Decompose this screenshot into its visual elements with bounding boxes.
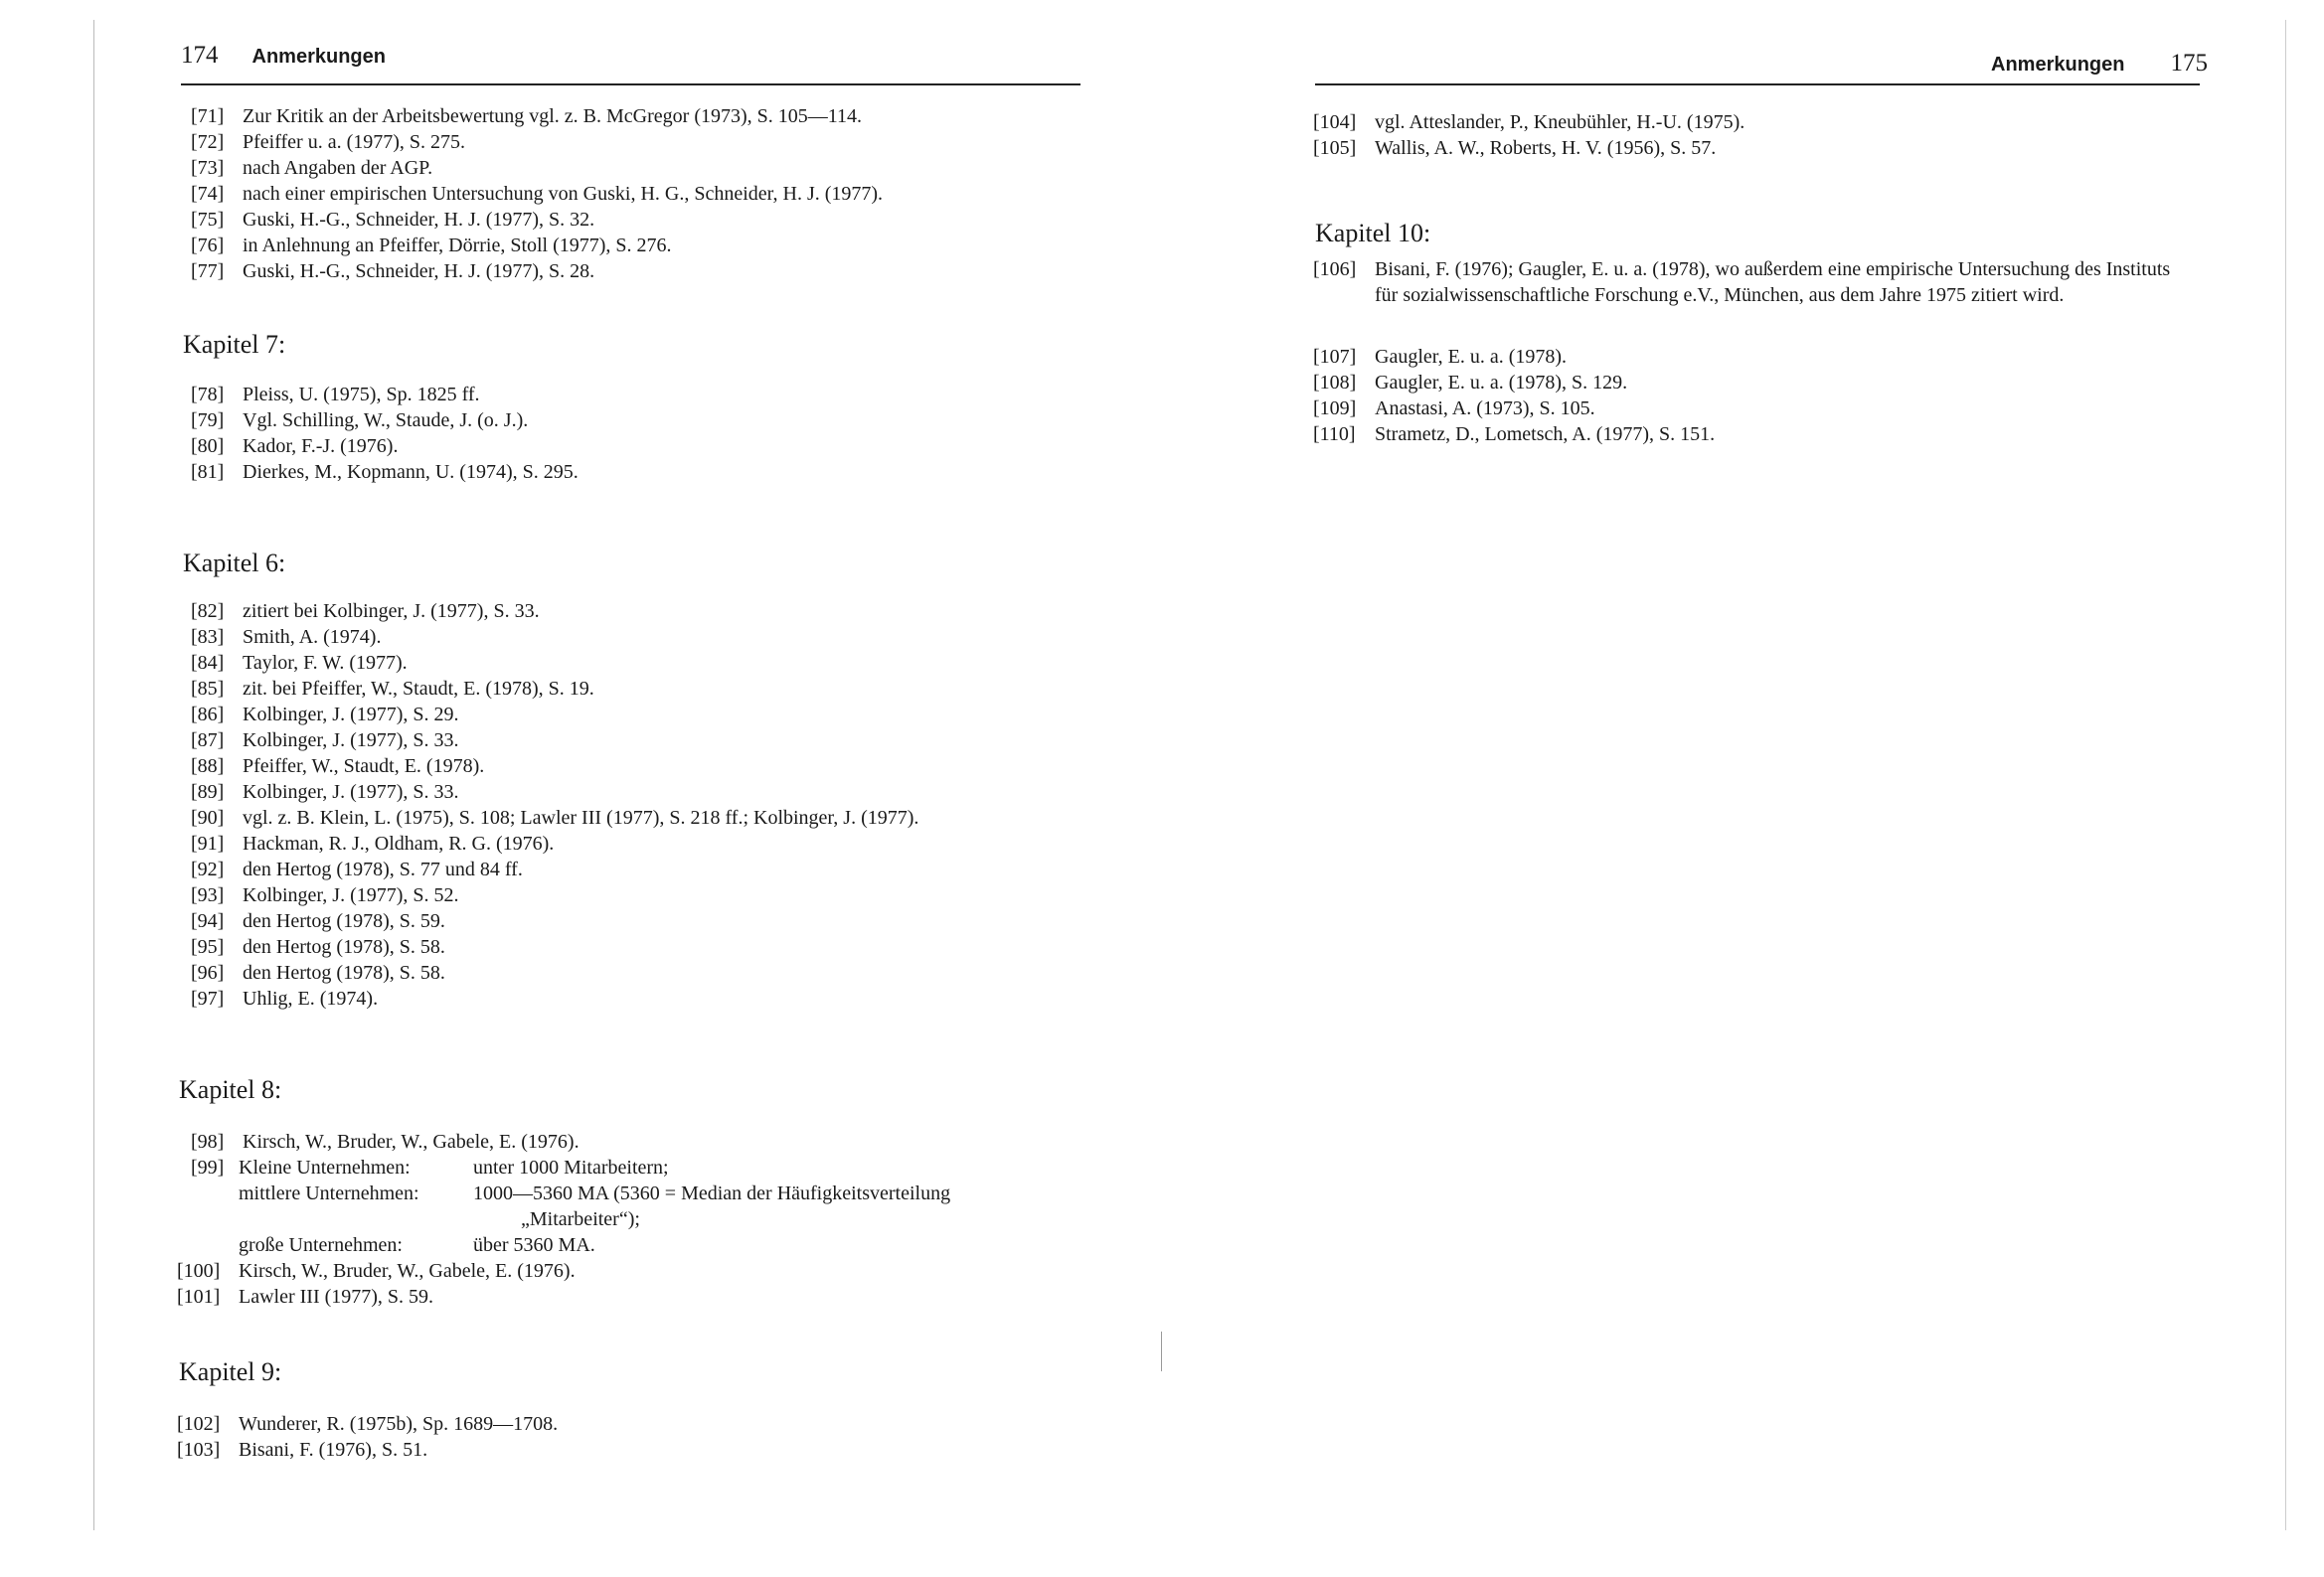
note-number: [81] xyxy=(191,461,225,483)
note-number: [102] xyxy=(177,1413,221,1435)
note-text: nach Angaben der AGP. xyxy=(243,157,433,179)
note-text: Kador, F.-J. (1976). xyxy=(243,435,399,457)
note-number: [109] xyxy=(1313,397,1357,419)
note-text: Wallis, A. W., Roberts, H. V. (1956), S. 57. xyxy=(1375,137,1717,159)
size-class-value: unter 1000 Mitarbeitern; xyxy=(473,1157,669,1179)
note-entry xyxy=(191,407,579,433)
size-class-label: große Unternehmen: xyxy=(239,1234,403,1256)
notes-list-kapitel-8b xyxy=(177,1258,576,1310)
note-number: [90] xyxy=(191,807,225,829)
notes-list-top xyxy=(191,103,883,284)
note-entry xyxy=(1313,370,1715,395)
note-number: [99] xyxy=(191,1157,225,1179)
note-entry-99 xyxy=(191,1155,1085,1260)
notes-list-kapitel-6 xyxy=(191,598,918,1012)
notes-list-kapitel-10a xyxy=(1313,256,2188,308)
note-text: Zur Kritik an der Arbeitsbewertung vgl. z. B. McGregor (1973), S. 105—114. xyxy=(243,105,863,127)
note-entry xyxy=(191,882,918,908)
note-number: [103] xyxy=(177,1439,221,1461)
note-entry xyxy=(191,155,883,181)
note-number: [85] xyxy=(191,678,225,700)
right-page xyxy=(1162,0,2324,1577)
page-number: 174 xyxy=(181,42,219,69)
note-text: Guski, H.-G., Schneider, H. J. (1977), S. 28. xyxy=(243,260,595,282)
note-text: den Hertog (1978), S. 58. xyxy=(243,962,445,984)
note-number: [87] xyxy=(191,729,225,751)
note-entry xyxy=(1313,344,1715,370)
note-entry xyxy=(191,805,918,831)
note-number: [104] xyxy=(1313,111,1357,133)
note-text: zit. bei Pfeiffer, W., Staudt, E. (1978), S. 19. xyxy=(243,678,594,700)
note-number: [101] xyxy=(177,1286,221,1308)
note-number: [107] xyxy=(1313,346,1357,368)
note-text: Pfeiffer u. a. (1977), S. 275. xyxy=(243,131,466,153)
note-entry xyxy=(177,1284,576,1310)
note-number: [93] xyxy=(191,884,225,906)
section-heading-kapitel-8: Kapitel 8: xyxy=(179,1075,282,1104)
note-number: [79] xyxy=(191,409,225,431)
note-number: [71] xyxy=(191,105,225,127)
note-text: Kirsch, W., Bruder, W., Gabele, E. (1976). xyxy=(243,1131,580,1153)
note-number: [77] xyxy=(191,260,225,282)
note-text: Lawler III (1977), S. 59. xyxy=(239,1286,434,1308)
note-entry xyxy=(191,207,883,233)
note-entry xyxy=(191,258,883,284)
note-text: Strametz, D., Lometsch, A. (1977), S. 151. xyxy=(1375,423,1716,445)
section-heading-kapitel-6: Kapitel 6: xyxy=(183,549,286,577)
page-number: 175 xyxy=(2170,50,2208,77)
scan-edge-mark xyxy=(2285,20,2286,1530)
note-entry xyxy=(191,382,579,407)
note-text: Vgl. Schilling, W., Staude, J. (o. J.). xyxy=(243,409,529,431)
note-text: Kolbinger, J. (1977), S. 33. xyxy=(243,781,459,803)
note-entry xyxy=(191,1129,580,1155)
page-header-left xyxy=(181,42,386,70)
note-number: [92] xyxy=(191,859,225,880)
note-text: Smith, A. (1974). xyxy=(243,626,382,648)
section-heading-kapitel-9: Kapitel 9: xyxy=(179,1357,282,1386)
note-entry xyxy=(177,1437,558,1463)
gutter-mark xyxy=(1161,1332,1162,1371)
note-entry xyxy=(191,233,883,258)
note-entry xyxy=(191,433,579,459)
note-entry xyxy=(191,129,883,155)
note-number: [84] xyxy=(191,652,225,674)
note-entry xyxy=(191,598,918,624)
note-entry xyxy=(1313,135,1744,161)
note-number: [78] xyxy=(191,384,225,405)
note-entry xyxy=(191,459,579,485)
note-entry xyxy=(191,908,918,934)
note-entry xyxy=(191,960,918,986)
note-text: nach einer empirischen Untersuchung von Guski, H. G., Schneider, H. J. (1977). xyxy=(243,183,884,205)
note-entry xyxy=(191,181,883,207)
note-number: [74] xyxy=(191,183,225,205)
note-number: [76] xyxy=(191,235,225,256)
note-text: Kolbinger, J. (1977), S. 52. xyxy=(243,884,459,906)
note-text: Dierkes, M., Kopmann, U. (1974), S. 295. xyxy=(243,461,579,483)
note-text: Taylor, F. W. (1977). xyxy=(243,652,408,674)
note-number: [88] xyxy=(191,755,225,777)
note-number: [89] xyxy=(191,781,225,803)
section-heading-kapitel-10: Kapitel 10: xyxy=(1315,219,1431,247)
note-number: [110] xyxy=(1313,423,1356,445)
header-rule xyxy=(1315,83,2200,85)
note-text: vgl. z. B. Klein, L. (1975), S. 108; Lawler III (1977), S. 218 ff.; Kolbinger, J. (1977). xyxy=(243,807,919,829)
note-number: [95] xyxy=(191,936,225,958)
note-text: den Hertog (1978), S. 77 und 84 ff. xyxy=(243,859,523,880)
note-number: [105] xyxy=(1313,137,1357,159)
size-class-value: über 5360 MA. xyxy=(473,1234,595,1256)
note-text: Anastasi, A. (1973), S. 105. xyxy=(1375,397,1595,419)
notes-list-kapitel-7 xyxy=(191,382,579,485)
notes-list-kapitel-8a xyxy=(191,1129,580,1155)
note-entry xyxy=(177,1411,558,1437)
note-text: Guski, H.-G., Schneider, H. J. (1977), S. 32. xyxy=(243,209,595,231)
scan-edge-mark xyxy=(93,20,94,1530)
size-class-label: mittlere Unternehmen: xyxy=(239,1183,419,1204)
note-entry xyxy=(191,727,918,753)
note-number: [108] xyxy=(1313,372,1357,394)
note-text: Hackman, R. J., Oldham, R. G. (1976). xyxy=(243,833,555,855)
note-entry xyxy=(191,624,918,650)
note-text: den Hertog (1978), S. 58. xyxy=(243,936,445,958)
note-text: Bisani, F. (1976); Gaugler, E. u. a. (1978), wo außerdem eine empirische Untersuchung des Instituts für sozialwissenschaftliche Forschung e.V., München, aus dem Jahre 1975 zitiert wird. xyxy=(1375,258,2171,306)
note-text: den Hertog (1978), S. 59. xyxy=(243,910,445,932)
note-entry xyxy=(191,779,918,805)
note-text: Wunderer, R. (1975b), Sp. 1689—1708. xyxy=(239,1413,559,1435)
note-number: [106] xyxy=(1313,258,1357,280)
note-entry xyxy=(177,1258,576,1284)
note-number: [73] xyxy=(191,157,225,179)
note-text: Kolbinger, J. (1977), S. 29. xyxy=(243,704,459,725)
size-class-value-continued: „Mitarbeiter“); xyxy=(521,1208,640,1230)
note-text: Pfeiffer, W., Staudt, E. (1978). xyxy=(243,755,485,777)
note-number: [97] xyxy=(191,988,225,1010)
note-text: Kirsch, W., Bruder, W., Gabele, E. (1976). xyxy=(239,1260,576,1282)
note-number: [94] xyxy=(191,910,225,932)
note-entry xyxy=(191,753,918,779)
note-number: [83] xyxy=(191,626,225,648)
size-class-label: Kleine Unternehmen: xyxy=(239,1157,411,1179)
running-head: Anmerkungen xyxy=(1991,54,2125,76)
note-entry xyxy=(191,650,918,676)
notes-list-top-right xyxy=(1313,109,1744,161)
note-number: [86] xyxy=(191,704,225,725)
note-text: Bisani, F. (1976), S. 51. xyxy=(239,1439,428,1461)
note-number: [98] xyxy=(191,1131,225,1153)
note-number: [72] xyxy=(191,131,225,153)
note-number: [96] xyxy=(191,962,225,984)
note-text: vgl. Atteslander, P., Kneubühler, H.-U. (1975). xyxy=(1375,111,1745,133)
note-number: [91] xyxy=(191,833,225,855)
note-number: [100] xyxy=(177,1260,221,1282)
notes-list-kapitel-9 xyxy=(177,1411,558,1463)
header-rule xyxy=(181,83,1080,85)
section-heading-kapitel-7: Kapitel 7: xyxy=(183,330,286,359)
note-text: Kolbinger, J. (1977), S. 33. xyxy=(243,729,459,751)
note-entry xyxy=(191,702,918,727)
note-text: Pleiss, U. (1975), Sp. 1825 ff. xyxy=(243,384,480,405)
note-text: Gaugler, E. u. a. (1978), S. 129. xyxy=(1375,372,1628,394)
note-text: zitiert bei Kolbinger, J. (1977), S. 33. xyxy=(243,600,540,622)
note-entry xyxy=(191,103,883,129)
note-entry xyxy=(191,934,918,960)
size-class-value: 1000—5360 MA (5360 = Median der Häufigkeitsverteilung xyxy=(473,1183,951,1204)
note-entry xyxy=(191,831,918,857)
note-entry xyxy=(1313,256,2188,308)
note-number: [75] xyxy=(191,209,225,231)
note-text: Gaugler, E. u. a. (1978). xyxy=(1375,346,1568,368)
note-number: [82] xyxy=(191,600,225,622)
note-entry xyxy=(1313,421,1715,447)
note-text: in Anlehnung an Pfeiffer, Dörrie, Stoll (1977), S. 276. xyxy=(243,235,672,256)
note-number: [80] xyxy=(191,435,225,457)
running-head: Anmerkungen xyxy=(251,46,386,68)
note-text: Uhlig, E. (1974). xyxy=(243,988,379,1010)
note-entry xyxy=(1313,395,1715,421)
notes-list-kapitel-10b xyxy=(1313,344,1715,447)
note-entry xyxy=(191,986,918,1012)
note-entry xyxy=(191,857,918,882)
note-entry xyxy=(1313,109,1744,135)
note-entry xyxy=(191,676,918,702)
page-header-right xyxy=(1991,50,2208,78)
